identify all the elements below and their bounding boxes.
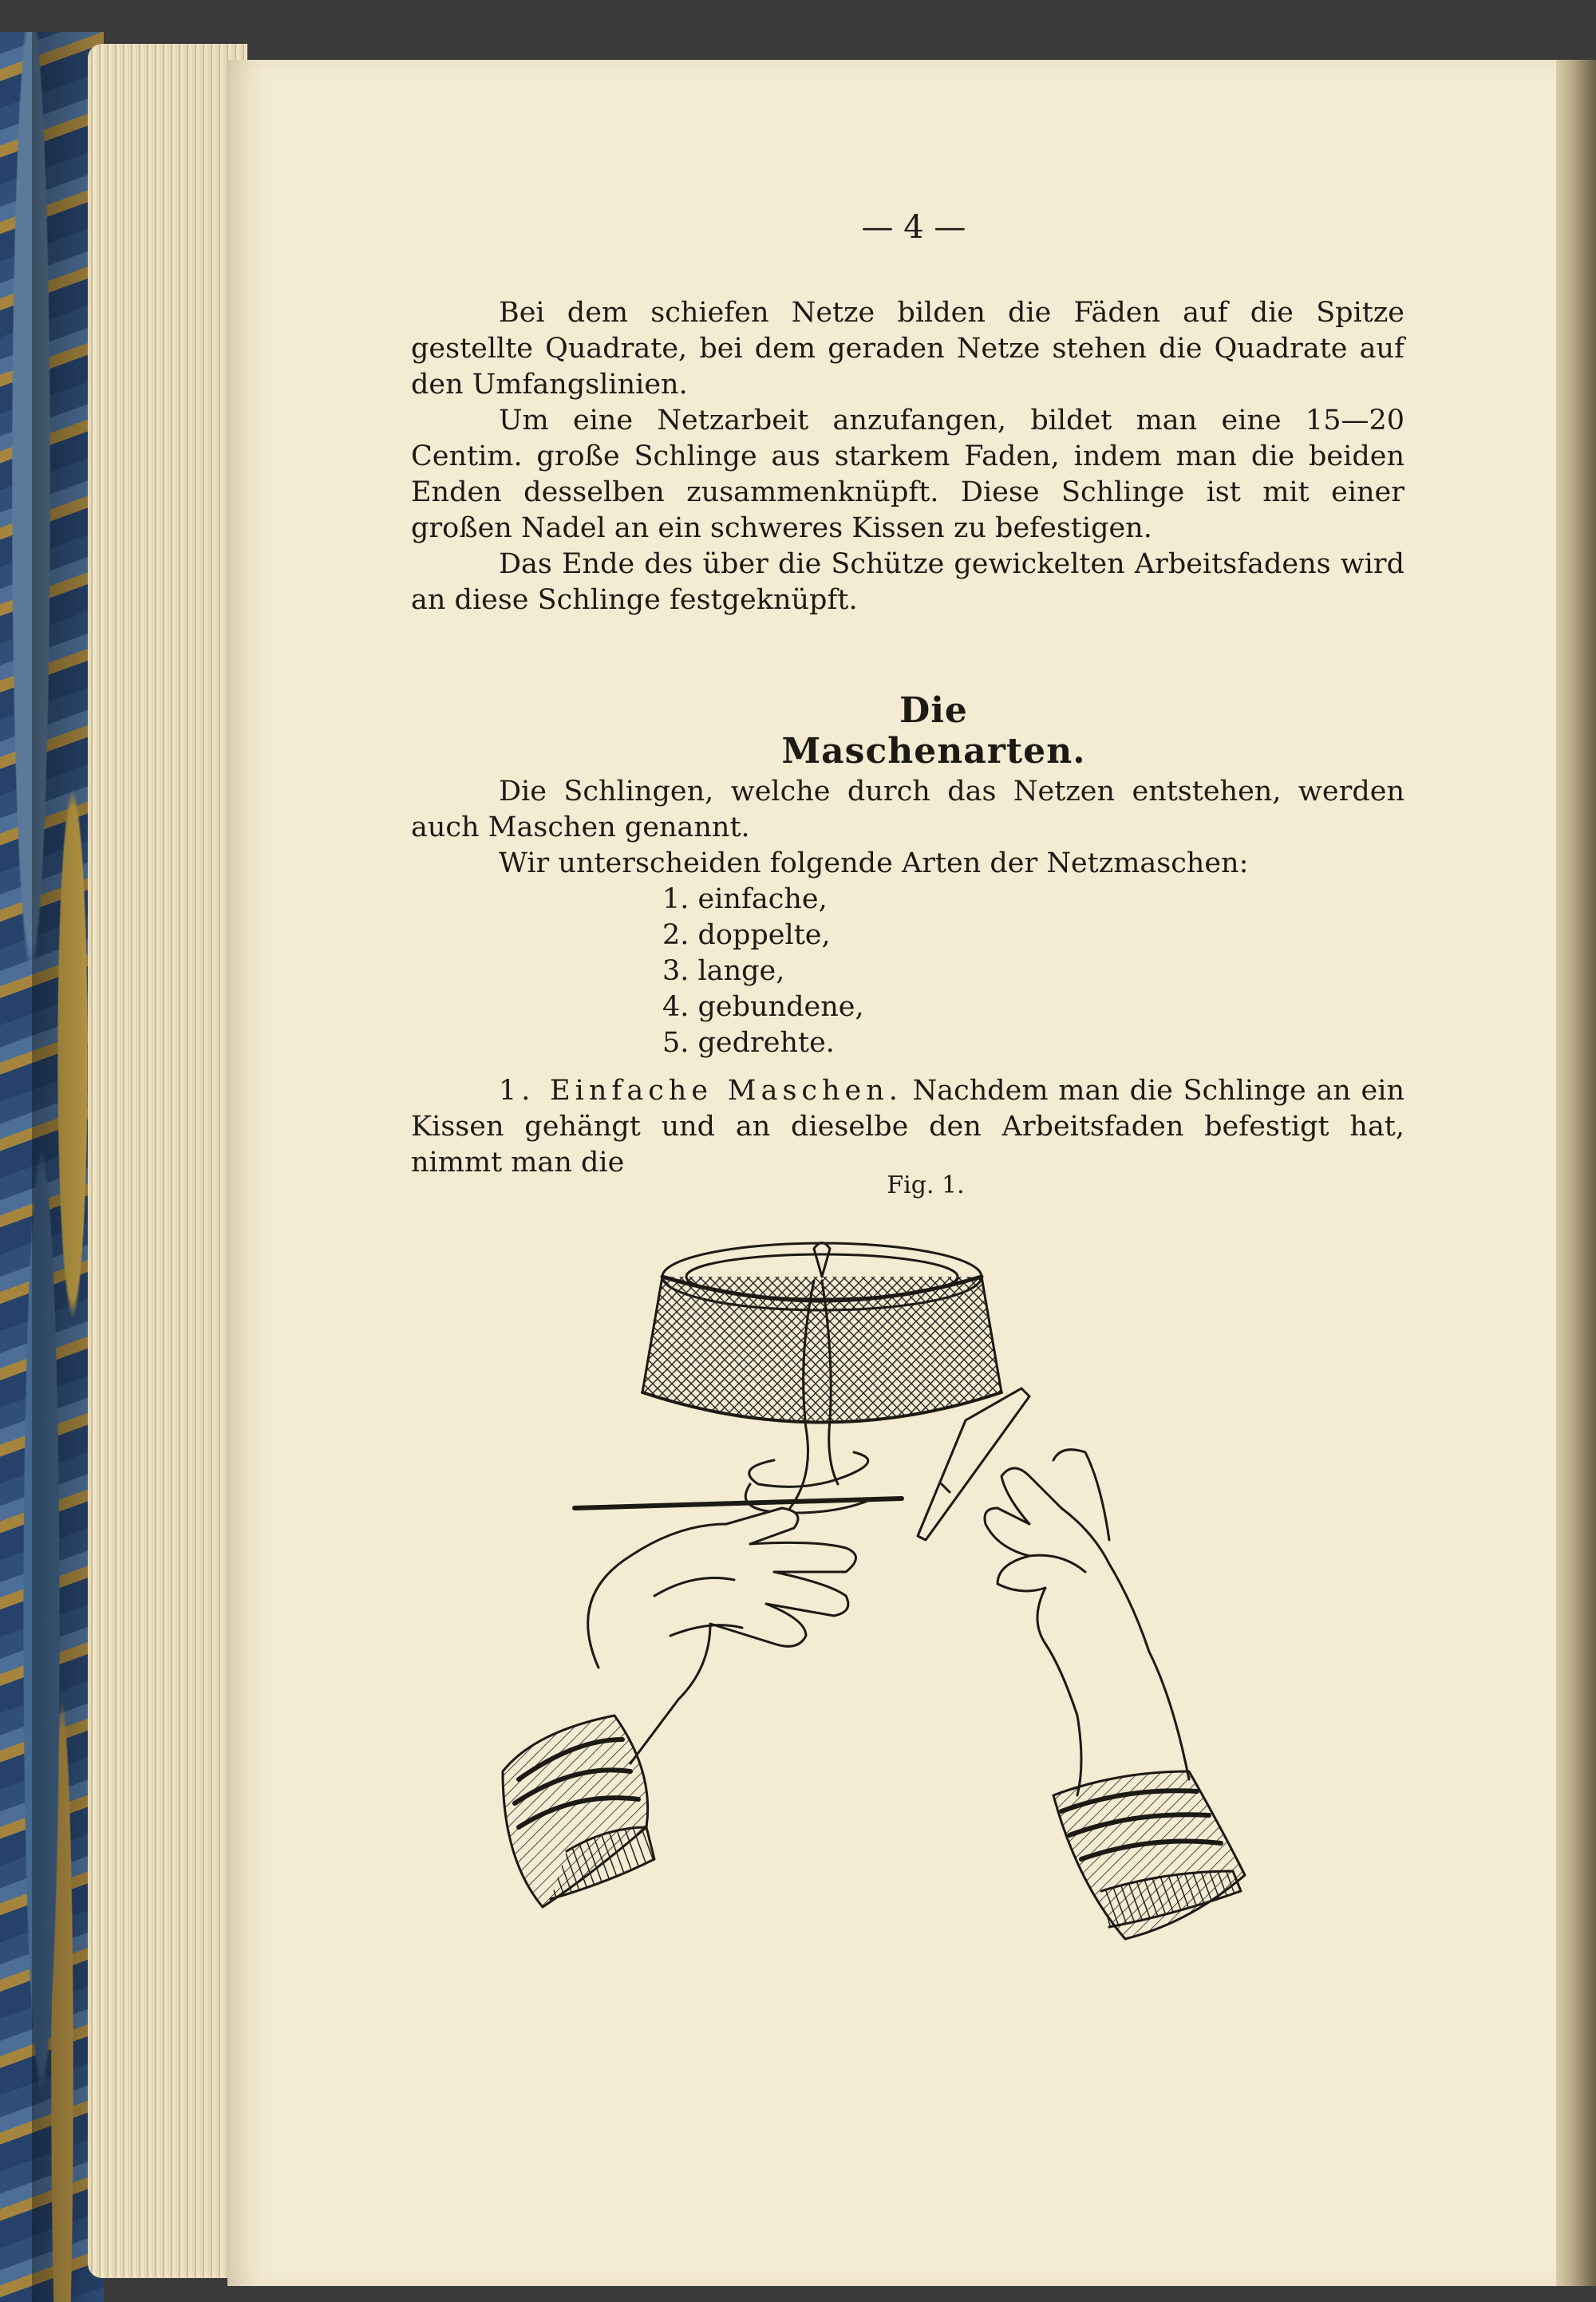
list-item: 1. einfache, (662, 883, 828, 915)
list-item: 5. gedrehte. (662, 1027, 835, 1059)
section-title: Die Maschenarten. (781, 690, 1086, 772)
section-paragraph-1: Die Schlingen, welche durch das Netzen entstehen, werden auch Maschen genannt. (411, 776, 1404, 843)
page-number-header: — 4 — (861, 209, 966, 246)
paragraph-einfache-maschen (411, 1073, 1404, 1181)
paragraph-heading: 1. Einfache Maschen. (499, 1075, 903, 1107)
list-item: 3. lange, (662, 955, 785, 987)
paragraph-text: Nachdem man die Schlinge an ein Kissen gehängt und an dieselbe den Arbeitsfaden befestigt hat, nimmt man die (411, 1075, 1404, 1179)
right-page-edge (1556, 60, 1596, 2286)
section-paragraph-2: Wir unterscheiden folgende Arten der Netzmaschen: (499, 847, 1249, 879)
page-stack (88, 44, 247, 2278)
mesh-types-list (662, 882, 864, 1061)
list-item: 2. doppelte, (662, 919, 831, 951)
list-item: 4. gebundene, (662, 991, 864, 1023)
figure-label: Fig. 1. (887, 1171, 965, 1199)
paragraph-2: Um eine Netzarbeit anzufangen, bildet man eine 15—20 Centim. große Schlinge aus starkem Faden, indem man die beiden Enden desselben zusammenknüpft. Diese Schlinge ist mit einer großen Nadel an ein schweres Kissen zu befestigen. (411, 405, 1404, 544)
paragraph-3: Das Ende des über die Schütze gewickelten Arbeitsfadens wird an diese Schlinge festgeknüpft. (411, 548, 1404, 616)
netting-hands-illustration (471, 1221, 1317, 1963)
paragraph-1: Bei dem schiefen Netze bilden die Fäden auf die Spitze gestellte Quadrate, bei dem geraden Netze stehen die Quadrate auf den Umfangslinien. (411, 297, 1404, 401)
